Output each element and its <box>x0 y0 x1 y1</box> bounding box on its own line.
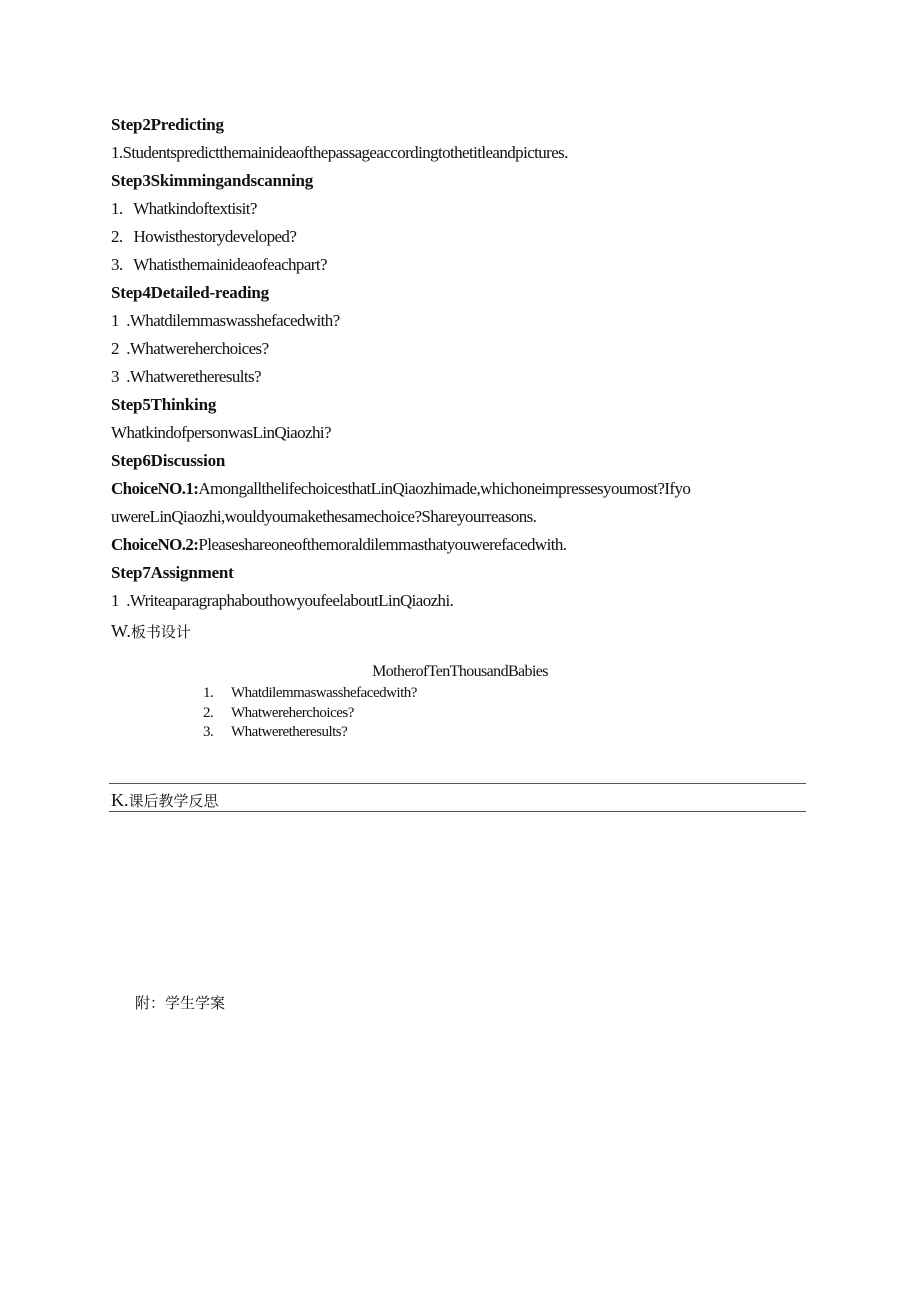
step3-item-2: 2. Howisthestorydeveloped? <box>111 227 297 246</box>
section-k-letter: K. <box>111 790 129 810</box>
section-w-letter: W. <box>111 621 131 641</box>
board-item-1 <box>203 684 417 702</box>
section-w-heading <box>111 621 191 642</box>
choice2-label: ChoiceNO.2: <box>111 535 199 554</box>
section-k-heading <box>111 790 219 811</box>
step4-heading: Step4Detailed-reading <box>111 283 269 302</box>
board-item-num: 1. <box>203 685 214 701</box>
step2-item-1: 1.Studentspredictthemainideaofthepassageaccordingtothetitleandpictures. <box>111 143 568 162</box>
choice1-text-line1: AmongallthelifechoicesthatLinQiaozhimade,whichoneimpressesyoumost?Ifyo <box>198 479 691 498</box>
step6-heading: Step6Discussion <box>111 451 226 470</box>
choice1-line1 <box>111 479 690 499</box>
board-item-3 <box>203 723 347 741</box>
appendix-label: 附：学生学案 <box>135 994 226 1012</box>
board-item-num: 2. <box>203 705 214 721</box>
board-item-text: Whatwereherchoices? <box>231 705 354 721</box>
board-item-text: Whatweretheresults? <box>231 724 348 740</box>
board-item-num: 3. <box>203 724 214 740</box>
step4-item-1: 1 .Whatdilemmaswasshefacedwith? <box>111 311 340 330</box>
board-item-2 <box>203 704 354 722</box>
section-k-title: 课后教学反思 <box>128 792 219 810</box>
step5-heading: Step5Thinking <box>111 395 217 414</box>
step4-item-2: 2 .Whatwereherchoices? <box>111 339 269 358</box>
choice1-text-line2: uwereLinQiaozhi,wouldyoumakethesamechoice?Shareyourreasons. <box>111 507 537 526</box>
board-title: MotherofTenThousandBabies <box>372 663 548 680</box>
step3-heading: Step3Skimmingandscanning <box>111 171 314 190</box>
step4-item-3: 3 .Whatweretheresults? <box>111 367 261 386</box>
step3-item-3: 3. Whatisthemainideaofeachpart? <box>111 255 327 274</box>
choice1-label: ChoiceNO.1: <box>111 479 199 498</box>
choice2-text: Pleaseshareoneofthemoraldilemmasthatyouwerefacedwith. <box>198 535 567 554</box>
step2-heading: Step2Predicting <box>111 115 224 134</box>
step7-heading: Step7Assignment <box>111 563 234 582</box>
choice2-line <box>111 535 566 555</box>
step3-item-1: 1. Whatkindoftextisit? <box>111 199 257 218</box>
bottom-rule <box>109 811 806 812</box>
step5-item-1: WhatkindofpersonwasLinQiaozhi? <box>111 423 331 442</box>
section-w-title: 板书设计 <box>130 623 191 641</box>
step7-item-1: 1 .WriteaparagraphabouthowyoufeelaboutLinQiaozhi. <box>111 591 454 610</box>
top-rule <box>109 783 806 784</box>
board-item-text: Whatdilemmaswasshefacedwith? <box>231 685 417 701</box>
